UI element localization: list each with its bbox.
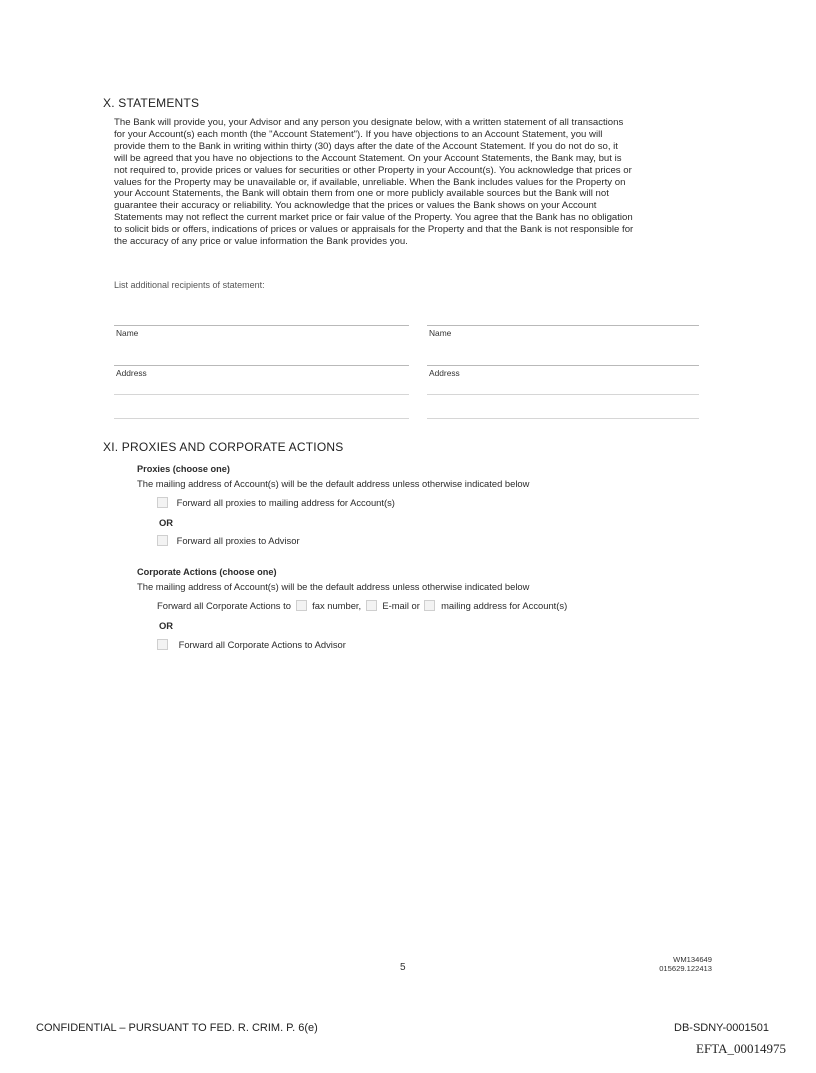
proxies-advisor-checkbox[interactable] bbox=[157, 535, 168, 546]
corporate-option-2-label: Forward all Corporate Actions to Advisor bbox=[178, 639, 346, 650]
corporate-email-label: E-mail or bbox=[382, 600, 420, 611]
paragraph-line: not required to, provide prices or values for securities or other Property in your Account(s). You acknowledge that prices or bbox=[114, 164, 632, 176]
recipient2-name-line[interactable] bbox=[427, 325, 699, 326]
recipient2-address-line-3[interactable] bbox=[427, 418, 699, 419]
corporate-or: OR bbox=[159, 620, 174, 631]
recipient1-name-label: Name bbox=[116, 328, 139, 338]
proxies-heading: Proxies (choose one) bbox=[137, 464, 230, 474]
proxies-option-2-label: Forward all proxies to Advisor bbox=[176, 535, 300, 546]
recipient1-address-line-3[interactable] bbox=[114, 418, 409, 419]
corporate-fax-label: fax number, bbox=[312, 600, 362, 611]
bates-number: DB-SDNY-0001501 bbox=[674, 1022, 769, 1034]
corporate-email-checkbox[interactable] bbox=[366, 600, 377, 611]
paragraph-line: the accuracy of any price or value information the Bank provides you. bbox=[114, 236, 408, 248]
paragraph-line: for your Account(s) each month (the "Account Statement"). If you have objections to an Account Statement, you will bbox=[114, 128, 603, 140]
paragraph-line: your Account Statements, the Bank will obtain them from one or more publicly available sources but the Bank will not bbox=[114, 188, 609, 200]
corporate-advisor-checkbox[interactable] bbox=[157, 639, 168, 650]
proxies-option-1-label: Forward all proxies to mailing address for Account(s) bbox=[176, 497, 395, 508]
recipients-prompt: List additional recipients of statement: bbox=[114, 280, 265, 290]
paragraph-line: Statements may not reflect the current market price or fair value of the Property. You agree that the Bank has no obligation bbox=[114, 212, 633, 224]
recipient2-address-label: Address bbox=[429, 368, 460, 378]
proxies-note: The mailing address of Account(s) will be the default address unless otherwise indicated below bbox=[137, 478, 530, 489]
paragraph-line: The Bank will provide you, your Advisor and any person you designate below, with a written statement of all transactions bbox=[114, 117, 624, 128]
confidential-footer: CONFIDENTIAL – PURSUANT TO FED. R. CRIM. P. 6(e) bbox=[36, 1022, 318, 1034]
recipient1-address-line[interactable] bbox=[114, 365, 409, 366]
corporate-heading: Corporate Actions (choose one) bbox=[137, 567, 277, 577]
paragraph-line: values for the Property may be unavailable or, if available, unreliable. When the Bank includes values for the Property on bbox=[114, 176, 626, 188]
form-code bbox=[600, 955, 712, 973]
proxies-option-1[interactable] bbox=[157, 497, 395, 508]
paragraph-line: provide them to the Bank in writing within thirty (30) days after the date of the Account Statement. If you do not do so, it bbox=[114, 140, 618, 152]
proxies-or: OR bbox=[159, 517, 174, 528]
recipient1-address-label: Address bbox=[116, 368, 147, 378]
corporate-mailing-checkbox[interactable] bbox=[424, 600, 435, 611]
corporate-note: The mailing address of Account(s) will be the default address unless otherwise indicated below bbox=[137, 581, 530, 592]
corporate-forward-label: Forward all Corporate Actions to bbox=[157, 600, 291, 611]
form-code-1: WM134649 bbox=[673, 955, 712, 964]
corporate-mailing-label: mailing address for Account(s) bbox=[441, 600, 568, 611]
recipient2-name-label: Name bbox=[429, 328, 452, 338]
corporate-option-2[interactable] bbox=[157, 639, 346, 650]
corporate-fax-checkbox[interactable] bbox=[296, 600, 307, 611]
proxies-option-2[interactable] bbox=[157, 535, 300, 546]
paragraph-line: to solicit bids or offers, indications of prices or values or appraisals for the Property and that the Bank is not responsible for bbox=[114, 224, 634, 236]
recipient2-address-line-2[interactable] bbox=[427, 394, 699, 395]
recipient2-address-line[interactable] bbox=[427, 365, 699, 366]
corporate-option-1 bbox=[157, 600, 567, 611]
statements-paragraph bbox=[114, 117, 714, 248]
efta-number: EFTA_00014975 bbox=[696, 1041, 786, 1056]
paragraph-line: guarantee their accuracy or reliability. You acknowledge that the prices or values the Bank shows on your Account bbox=[114, 200, 597, 212]
recipient1-name-line[interactable] bbox=[114, 325, 409, 326]
proxies-mailing-checkbox[interactable] bbox=[157, 497, 168, 508]
page-number: 5 bbox=[400, 962, 406, 973]
section-11-title: XI. PROXIES AND CORPORATE ACTIONS bbox=[103, 440, 344, 454]
section-10-title: X. STATEMENTS bbox=[103, 96, 200, 110]
paragraph-line: will be agreed that you have no objections to the Account Statement. On your Account Statements, the Bank may, but is bbox=[114, 152, 622, 164]
form-code-2: 015629.122413 bbox=[659, 964, 712, 973]
recipient1-address-line-2[interactable] bbox=[114, 394, 409, 395]
